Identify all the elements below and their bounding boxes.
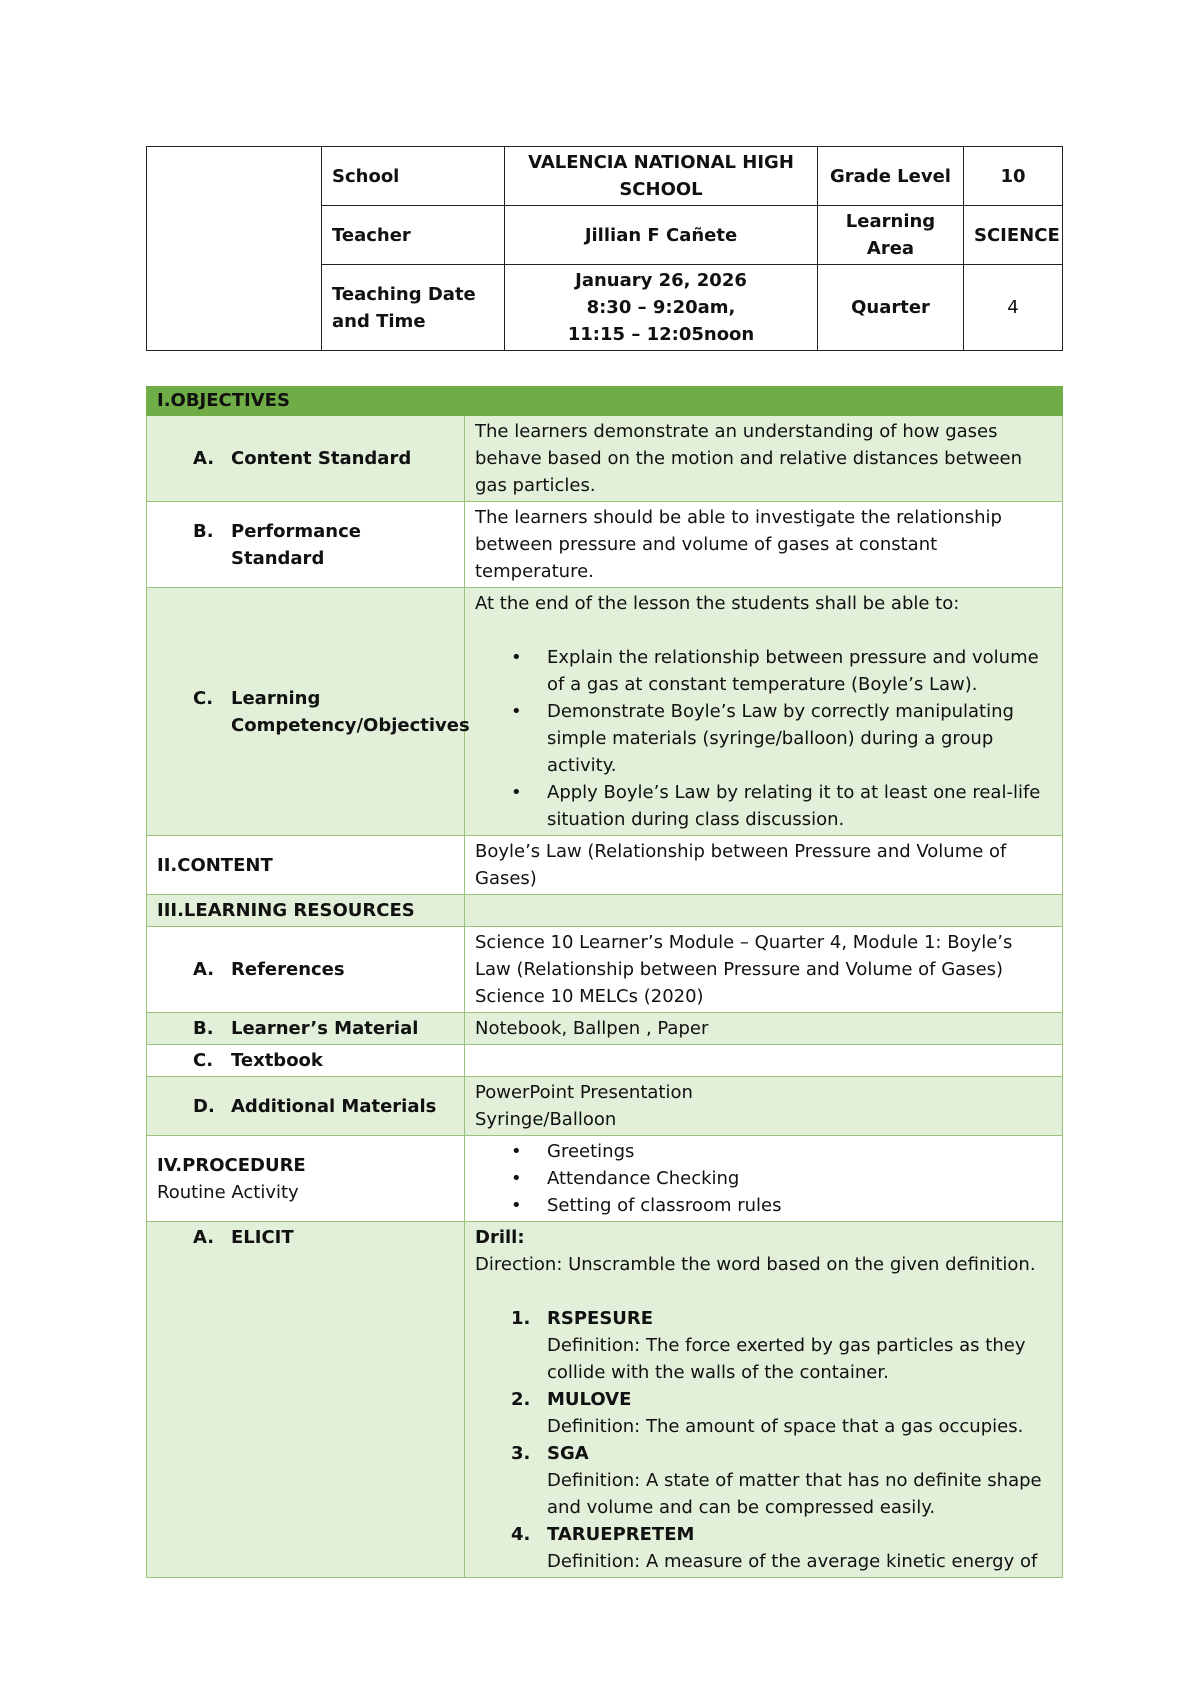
additional-materials-label [157,1093,454,1120]
item-number: 3. [511,1443,531,1464]
textbook-label [157,1047,454,1074]
content-heading: II.CONTENT [147,836,465,895]
procedure-sub: Routine Activity [157,1181,299,1203]
lesson-plan-table [146,386,1063,1578]
list-item [511,1521,1052,1575]
learners-material-label [157,1015,454,1042]
date-line-1: January 26, 2026 [575,270,747,291]
performance-standard-text: The learners should be able to investigate the relationship between pressure and volume of gases at constant temperature. [465,502,1063,588]
references-row [147,927,1063,1013]
item-number: 1. [511,1308,531,1329]
textbook-row [147,1045,1063,1077]
letter: A. [193,448,215,469]
label: Performance Standard [231,520,361,569]
item-number: 4. [511,1524,531,1545]
content-text: Boyle’s Law (Relationship between Pressure and Volume of Gases) [465,836,1063,895]
list-item [511,1440,1052,1521]
date-line-2: 8:30 – 9:20am, [586,297,736,318]
letter: A. [193,1227,215,1248]
resources-heading: III.LEARNING RESOURCES [147,895,465,927]
competency-cell [465,588,1063,836]
content-standard-label [157,445,454,472]
date-line-3: 11:15 – 12:05noon [567,324,755,345]
references-label [157,956,454,983]
list-item: • Attendance Checking [547,1165,1052,1192]
label: Learning Competency/Objectives [231,687,470,736]
resources-heading-row [147,895,1063,927]
content-standard-text: The learners demonstrate an understanding of how gases behave based on the motion and relative distances between gas particles. [465,416,1063,502]
drill-list [475,1305,1052,1575]
area-value: SCIENCE [964,206,1063,265]
header-table [146,146,1063,351]
quarter-label: Quarter [818,265,964,351]
school-label: School [322,147,505,206]
objectives-heading-row [147,387,1063,416]
letter: B. [193,520,214,542]
content-row [147,836,1063,895]
objectives-heading: I.OBJECTIVES [147,387,1063,416]
label: Content Standard [231,448,412,469]
learners-material-row [147,1013,1063,1045]
label: Additional Materials [231,1095,437,1117]
teacher-label: Teacher [322,206,505,265]
scrambled-word: MULOVE [547,1389,632,1410]
competency-intro: At the end of the lesson the students shall be able to: [475,593,960,614]
textbook-text [465,1045,1063,1077]
label: References [231,959,345,980]
additional-materials-row [147,1077,1063,1136]
list-item: • Explain the relationship between pressure and volume of a gas at constant temperature (Boyle’s Law). [547,644,1052,698]
label: Textbook [231,1050,323,1071]
item-number: 2. [511,1389,531,1410]
grade-value: 10 [964,147,1063,206]
list-item: • Demonstrate Boyle’s Law by correctly manipulating simple materials (syringe/balloon) during a group activity. [547,698,1052,779]
references-line-2: Science 10 MELCs (2020) [475,986,704,1007]
date-label: Teaching Date and Time [322,265,505,351]
procedure-heading: IV.PROCEDURE [157,1154,306,1176]
procedure-row [147,1136,1063,1222]
scrambled-word: SGA [547,1443,589,1464]
list-item [511,1386,1052,1440]
label: Learner’s Material [231,1018,419,1039]
letter: B. [193,1018,214,1039]
list-item: • Greetings [547,1138,1052,1165]
grade-label: Grade Level [818,147,964,206]
content-standard-row [147,416,1063,502]
routine-list [475,1138,1052,1219]
competency-list [475,644,1052,833]
quarter-value: 4 [964,265,1063,351]
competency-label [157,685,470,739]
definition: Definition: The amount of space that a gas occupies. [547,1416,1024,1437]
teacher-value: Jillian F Cañete [505,206,818,265]
logo-cell [147,147,322,351]
performance-standard-row [147,502,1063,588]
elicit-row [147,1222,1063,1578]
elicit-label [157,1224,454,1251]
references-line-1: Science 10 Learner’s Module – Quarter 4, Module 1: Boyle’s Law (Relationship between Pressure and Volume of Gases) [475,932,1013,980]
letter: C. [193,687,214,709]
scrambled-word: TARUEPRETEM [547,1524,695,1545]
letter: A. [193,959,215,980]
drill-title: Drill: [475,1227,525,1248]
date-value [505,265,818,351]
definition: Definition: A state of matter that has no definite shape and volume and can be compressed easily. [547,1470,1042,1518]
letter: C. [193,1050,214,1071]
list-item [511,1305,1052,1386]
competency-row [147,588,1063,836]
learners-material-text: Notebook, Ballpen , Paper [465,1013,1063,1045]
additional-line-1: PowerPoint Presentation [475,1082,693,1103]
drill-direction: Direction: Unscramble the word based on the given definition. [475,1254,1036,1275]
letter: D. [193,1095,215,1117]
school-value: VALENCIA NATIONAL HIGH SCHOOL [505,147,818,206]
list-item: • Setting of classroom rules [547,1192,1052,1219]
scrambled-word: RSPESURE [547,1308,654,1329]
definition: Definition: A measure of the average kinetic energy of [547,1551,1038,1572]
definition: Definition: The force exerted by gas particles as they collide with the walls of the container. [547,1335,1026,1383]
list-item: • Apply Boyle’s Law by relating it to at least one real-life situation during class discussion. [547,779,1052,833]
area-label: Learning Area [818,206,964,265]
performance-standard-label [157,518,454,572]
label: ELICIT [231,1227,294,1248]
additional-line-2: Syringe/Balloon [475,1109,617,1130]
